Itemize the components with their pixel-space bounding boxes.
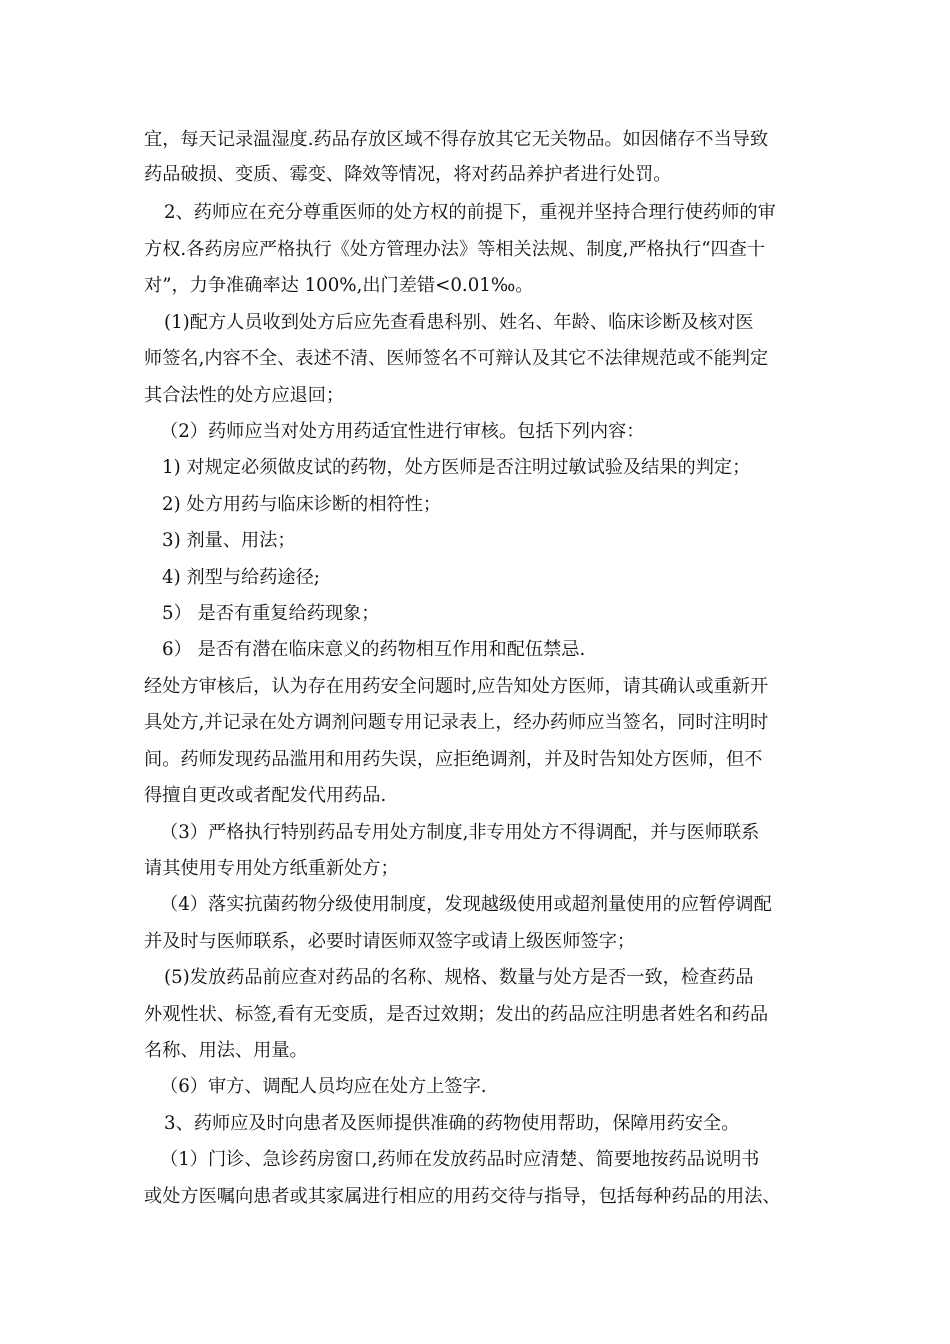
text-line: （3）严格执行特别药品专用处方制度,非专用处方不得调配，并与医师联系 xyxy=(160,822,760,843)
text-line: 2) 处方用药与临床诊断的相符性； xyxy=(162,494,442,515)
text-line: （4）落实抗菌药物分级使用制度，发现越级使用或超剂量使用的应暂停调配 xyxy=(160,894,772,915)
text-line: 1) 对规定必须做皮试的药物，处方医师是否注明过敏试验及结果的判定； xyxy=(162,457,751,478)
text-line: 名称、用法、用量。 xyxy=(144,1040,308,1061)
text-line: 其合法性的处方应退回； xyxy=(144,385,345,406)
text-line: 请其使用专用处方纸重新处方； xyxy=(144,858,399,879)
text-line: 3) 剂量、用法； xyxy=(162,530,296,551)
text-line: 并及时与医师联系，必要时请医师双签字或请上级医师签字； xyxy=(144,931,636,952)
text-line: 得擅自更改或者配发代用药品. xyxy=(144,785,387,806)
text-line: 方权.各药房应严格执行《处方管理办法》等相关法规、制度,严格执行“四查十 xyxy=(144,239,766,260)
text-line: 6） 是否有潜在临床意义的药物相互作用和配伍禁忌. xyxy=(162,639,586,660)
text-line: 3、药师应及时向患者及医师提供准确的药物使用帮助，保障用药安全。 xyxy=(164,1113,740,1134)
text-line: （6）审方、调配人员均应在处方上签字. xyxy=(160,1076,487,1097)
text-line: 师签名,内容不全、表述不清、医师签名不可辩认及其它不法律规范或不能判定 xyxy=(144,348,769,369)
text-line: 药品破损、变质、霉变、降效等情况，将对药品养护者进行处罚。 xyxy=(144,164,672,185)
text-line: 4) 剂型与给药途径; xyxy=(162,567,320,588)
text-line: 2、药师应在充分尊重医师的处方权的前提下，重视并坚持合理行使药师的审 xyxy=(164,202,776,223)
text-line: 外观性状、标签,看有无变质，是否过效期；发出的药品应注明患者姓名和药品 xyxy=(144,1004,769,1025)
text-line: (1)配方人员收到处方后应先查看患科别、姓名、年龄、临床诊断及核对医 xyxy=(164,312,754,333)
text-line: 经处方审核后，认为存在用药安全问题时,应告知处方医师，请其确认或重新开 xyxy=(144,676,769,697)
text-line: 对”，力争准确率达 100%,出门差错<0.01‰。 xyxy=(144,275,534,296)
text-line: 或处方医嘱向患者或其家属进行相应的用药交待与指导，包括每种药品的用法、 xyxy=(144,1186,781,1207)
text-line: 具处方,并记录在处方调剂问题专用记录表上，经办药师应当签名，同时注明时 xyxy=(144,712,769,733)
text-line: 间。药师发现药品滥用和用药失误，应拒绝调剂，并及时告知处方医师，但不 xyxy=(144,749,763,770)
text-line: 5） 是否有重复给药现象； xyxy=(162,603,380,624)
text-line: 宜，每天记录温湿度.药品存放区域不得存放其它无关物品。如因储存不当导致 xyxy=(144,129,769,150)
text-line: （2）药师应当对处方用药适宜性进行审核。包括下列内容： xyxy=(160,421,645,442)
text-line: (5)发放药品前应查对药品的名称、规格、数量与处方是否一致，检查药品 xyxy=(164,967,754,988)
text-line: （1）门诊、急诊药房窗口,药师在发放药品时应清楚、简要地按药品说明书 xyxy=(160,1149,760,1170)
